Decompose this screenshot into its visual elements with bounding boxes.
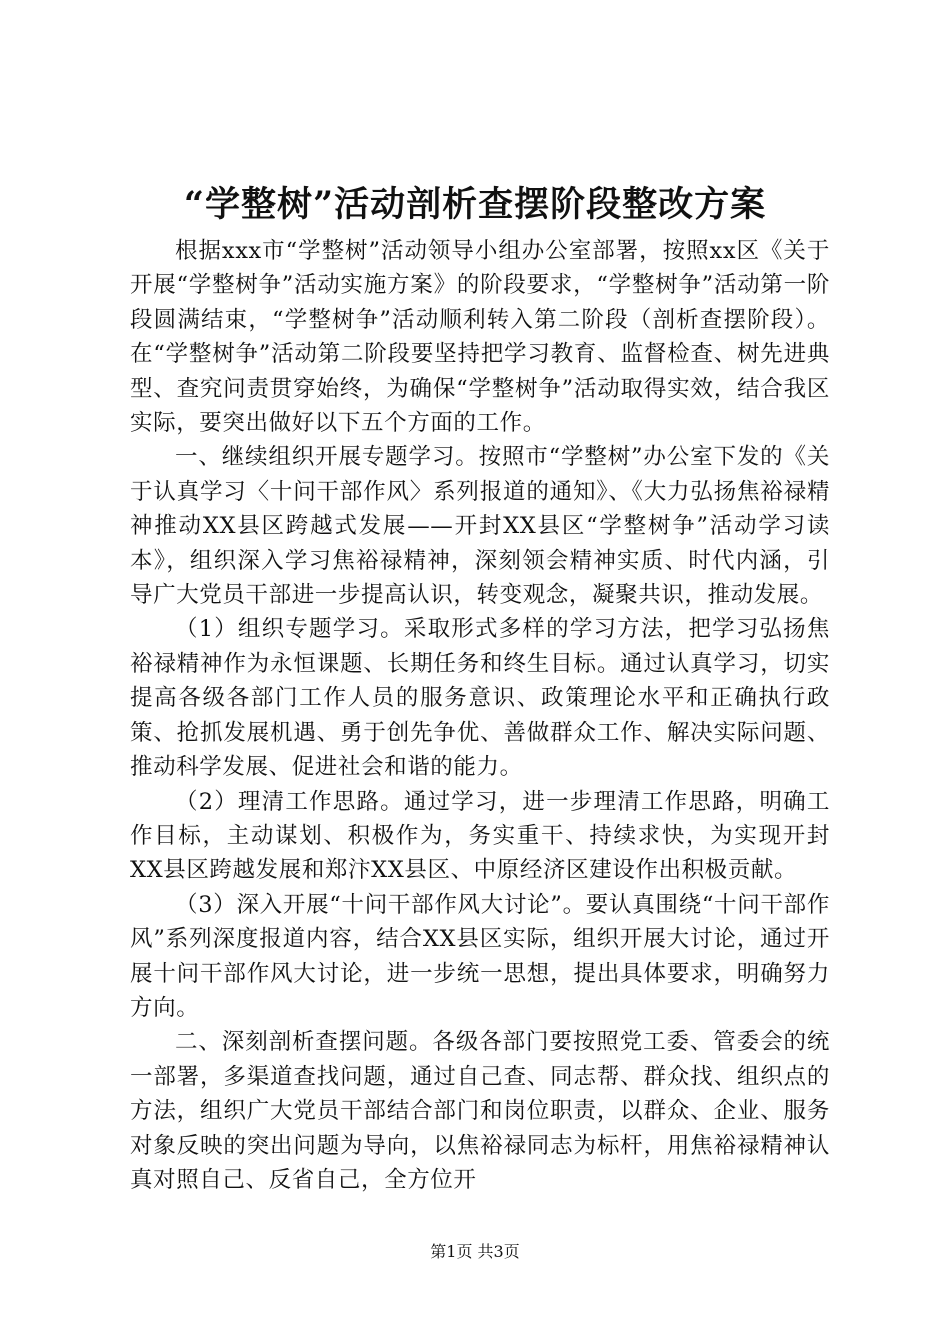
paragraph: 根据xxx市“学整树”活动领导小组办公室部署，按照xx区《关于开展“学整树争”活动实施方案》的阶段要求，“学整树争”活动第一阶段圆满结束，“学整树争”活动顺利转入第二阶段（剖析查摆阶段）。在“学整树争”活动第二阶段要坚持把学习教育、监督检查、树先进典型、查究问责贯穿始终，为确保“学整树争”活动取得实效，结合我区实际，要突出做好以下五个方面的工作。 — [130, 238, 830, 437]
page-footer: 第1页 共3页 — [430, 1242, 520, 1261]
paragraph: （1）组织专题学习。采取形式多样的学习方法，把学习弘扬焦裕禄精神作为永恒课题、长期任务和终生目标。通过认真学习，切实提高各级各部门工作人员的服务意识、政策理论水平和正确执行政策、抢抓发展机遇、勇于创先争优、善做群众工作、解决实际问题、推动科学发展、促进社会和谐的能力。 — [130, 616, 830, 781]
paragraph: 一、继续组织开展专题学习。按照市“学整树”办公室下发的《关于认真学习〈十问干部作风〉系列报道的通知》、《大力弘扬焦裕禄精神推动XX县区跨越式发展——开封XX县区“学整树争”活动学习读本》，组织深入学习焦裕禄精神，深刻领会精神实质、时代内涵，引导广大党员干部进一步提高认识，转变观念，凝聚共识，推动发展。 — [130, 444, 830, 609]
paragraph: （2）理清工作思路。通过学习，进一步理清工作思路，明确工作目标，主动谋划、积极作为，务实重干、持续求快，为实现开封XX县区跨越发展和郑汴XX县区、中原经济区建设作出积极贡献。 — [130, 788, 830, 884]
paragraph: 二、深刻剖析查摆问题。各级各部门要按照党工委、管委会的统一部署，多渠道查找问题，通过自己查、同志帮、群众找、组织点的方法，组织广大党员干部结合部门和岗位职责，以群众、企业、服务对象反映的突出问题为导向，以焦裕禄同志为标杆，用焦裕禄精神认真对照自己、反省自己，全方位开 — [130, 1029, 830, 1193]
document-body — [130, 234, 830, 1197]
paragraph: （3）深入开展“十问干部作风大讨论”。要认真围绕“十问干部作风”系列深度报道内容，结合XX县区实际，组织开展大讨论，通过开展十问干部作风大讨论，进一步统一思想，提出具体要求，明确努力方向。 — [130, 891, 830, 1021]
document-title: “学整树”活动剖析查摆阶段整改方案 — [183, 184, 767, 225]
